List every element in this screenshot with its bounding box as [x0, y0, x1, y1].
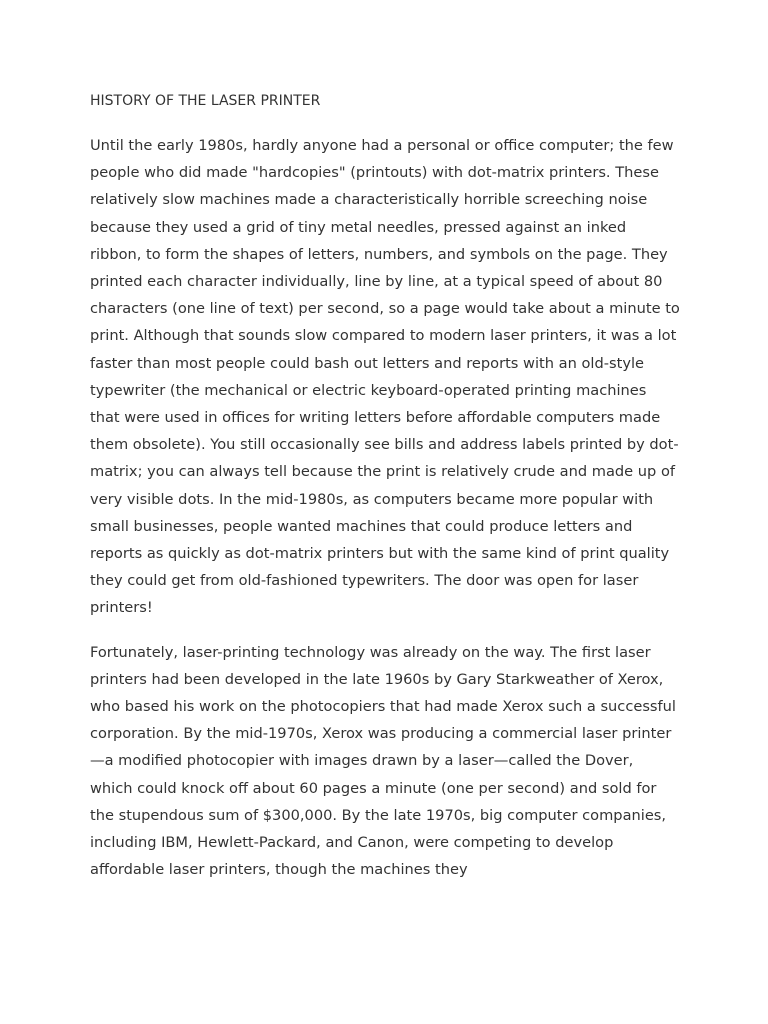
paragraph-dot-matrix-history: Until the early 1980s, hardly anyone had a personal or office computer; the few people who did made "hardcopies" (printouts) with dot-matrix printers. These relatively slow machines made a characteristically horrible screeching noise because they used a grid of tiny metal needles, pressed against an inked ribbon, to form the shapes of letters, numbers, and symbols on the page. They printed each character individually, line by line, at a typical speed of about 80 characters (one line of text) per second, so a page would take about a minute to print. Although that sounds slow compared to modern laser printers, it was a lot faster than most people could bash out letters and reports with an old-style typewriter (the mechanical or electric keyboard-operated printing machines that were used in offices for writing letters before affordable computers made them obsolete). You still occasionally see bills and address labels printed by dot-matrix; you can always tell because the print is relatively crude and made up of very visible dots. In the mid-1980s, as computers became more popular with small businesses, people wanted machines that could produce letters and reports as quickly as dot-matrix printers but with the same kind of print quality they could get from old-fashioned typewriters. The door was open for laser printers!	[90, 137, 680, 617]
document-body	[90, 86, 680, 900]
document-title: HISTORY OF THE LASER PRINTER	[90, 93, 321, 109]
paragraph-laser-printing-origins: Fortunately, laser-printing technology was already on the way. The first laser printers had been developed in the late 1960s by Gary Starkweather of Xerox, who based his work on the photocopiers that had made Xerox such a successful corporation. By the mid-1970s, Xerox was producing a commercial laser printer—a modified photocopier with images drawn by a laser—called the Dover, which could knock off about 60 pages a minute (one per second) and sold for the stupendous sum of $300,000. By the late 1970s, big computer companies, including IBM, Hewlett-Packard, and Canon, were competing to develop affordable laser printers, though the machines they	[90, 643, 676, 879]
